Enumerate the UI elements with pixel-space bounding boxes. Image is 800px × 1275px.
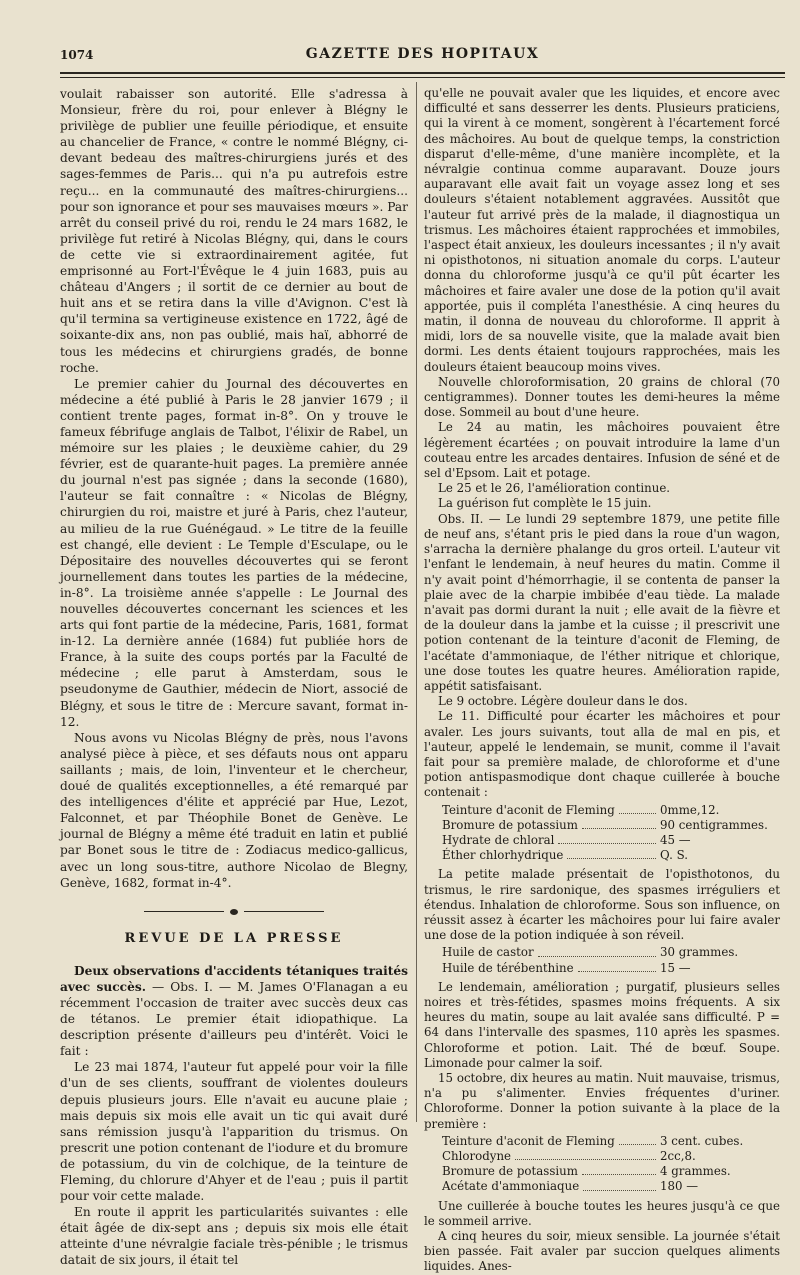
prescription-list (442, 1134, 780, 1195)
paragraph: En route il apprit les particularités suivantes : elle était âgée de dix-sept ans ; depuis six mois elle était atteinte d'une névralgie faciale très-pénible ; le trismus datait de six jours, il était tel (60, 1205, 408, 1268)
prescription-item: Chlorodyne 2cc,8. (442, 1149, 696, 1164)
column-divider (416, 82, 417, 1122)
left-column (60, 86, 408, 1268)
prescription-item: Acétate d'ammoniaque 180 — (442, 1179, 699, 1194)
prescription-item: Bromure de potassium 90 centigrammes. (442, 817, 768, 832)
paragraph: qu'elle ne pouvait avaler que les liquides, et encore avec difficulté et sans desserrer les dents. Plusieurs praticiens, qui la virent à ce moment, songèrent à l'écartement forcé des mâchoires. Au bout de quelque temps, la constriction disparut d'elle-même, d'une manière incomplète, et la névralgie continua comme auparavant. Douze jours auparavant elle avait fait un voyage assez long et ses douleurs s'étaient notablement aggravées. Aussitôt que l'auteur fut arrivé près de la malade, il diagnostiqua un trismus. Les mâchoires étaient rapprochées et immobiles, l'aspect était anxieux, les douleurs incessantes ; il n'y avait ni opisthotonos, ni situation anomale du corps. L'auteur donna du chloroforme jusqu'à ce qu'il pût écarter les mâchoires et faire avaler une dose de la potion qu'il avait apportée, puis il compléta l'anesthésie. A cinq heures du matin, il donna de nouveau du chloroforme. Il apprit à midi, lors de sa nouvelle visite, que la malade avait bien dormi. Les dents étaient toujours rapprochées, mais les douleurs étaient beaucoup moins vives. (424, 86, 780, 374)
paragraph: Obs. II. — Le lundi 29 septembre 1879, une petite fille de neuf ans, s'étant pris le pied dans la roue d'un wagon, s'arracha la dernière phalange du gros orteil. L'auteur vit l'enfant le lendemain, à neuf heures du matin. Comme il n'y avait point d'hémorrhagie, il se contenta de panser la plaie avec de la charpie imbibée d'eau tiède. La malade n'avait pas dormi durant la nuit ; elle avait de la fièvre et de la douleur dans la jambe et la cuisse ; il prescrivit une potion contenant de la teinture d'aconit de Fleming, de l'acétate d'ammoniaque, de l'éther nitrique et chlorique, une dose toutes les quatre heures. Amélioration rapide, appétit satisfaisant. (424, 511, 780, 693)
paragraph: Nouvelle chloroformisation, 20 grains de chloral (70 centigrammes). Donner toutes les demi-heures la même dose. Sommeil au bout d'une heure. (424, 374, 780, 420)
page-header (60, 46, 785, 68)
ornament-divider (144, 909, 324, 915)
prescription-list (442, 803, 780, 864)
paragraph: Une cuillerée à bouche toutes les heures jusqu'à ce que le sommeil arrive. (424, 1198, 780, 1228)
paragraph: Le 9 octobre. Légère douleur dans le dos. (438, 694, 688, 709)
header-rule-thin (60, 77, 785, 78)
paragraph: Le 23 mai 1874, l'auteur fut appelé pour voir la fille d'un de ses clients, souffrant de violentes douleurs depuis plusieurs jours. Elle n'avait eu aucune plaie ; mais depuis six mois elle avait un tic qui avait duré sans rémission jusqu'à l'apparition du trismus. On prescrit une potion contenant de l'iodure et du bromure de potassium, du vin de colchique, de la teinture de Fleming, du chlorure d'Ahyer et de l'eau ; puis il partit pour voir cette malade. (60, 1060, 408, 1204)
prescription-item: Huile de castor 30 grammes. (442, 945, 739, 960)
prescription-item: Hydrate de chloral 45 — (442, 832, 691, 847)
paragraph: voulait rabaisser son autorité. Elle s'adressa à Monsieur, frère du roi, pour enlever à Blégny le privilège de publier une feuille périodique, et ensuite au chancelier de France, « contre le nommé Blégny, ci-devant bedeau des maîtres-chirurgiens jurés et des sages-femmes de Paris... qui n'a pu autrefois estre reçu... en la communauté des maîtres-chirurgiens... pour son ignorance et pour ses mauvaises mœurs ». Par arrêt du conseil privé du roi, rendu le 24 mars 1682, le privilège fut retiré à Nicolas Blégny, qui, dans le cours de cette vie si extraordinairement agitée, fut emprisonné au Fort-l'Évêque le 4 juin 1683, puis au château d'Angers ; il sortit de ce dernier au bout de huit ans et se retira dans la ville d'Avignon. C'est là qu'il termina sa vertigineuse existence en 1722, âgé de soixante-dix ans, non pas oublié, mais haï, abhorré de tous les médecins et chirurgiens gradés, de bonne roche. (60, 87, 408, 375)
prescription-item: Teinture d'aconit de Fleming 0mme,12. (442, 802, 720, 817)
prescription-item: Huile de térébenthine 15 — (442, 960, 691, 975)
prescription-item: Bromure de potassium 4 grammes. (442, 1164, 731, 1179)
page-number: 1074 (60, 48, 94, 62)
paragraph: Le 25 et le 26, l'amélioration continue. (438, 481, 671, 496)
article-intro: — Obs. I. — M. James O'Flanagan a eu récemment l'occasion de traiter avec succès deux cas de tétanos. Le premier était idiopathique. La description présente d'ailleurs peu d'intérêt. Voici le fait : (60, 979, 408, 1059)
paragraph: A cinq heures du soir, mieux sensible. La journée s'était bien passée. Fait avaler par succion quelques aliments liquides. Anes- (424, 1229, 780, 1274)
paragraph: Le 24 au matin, les mâchoires pouvaient être légèrement écartées ; on pouvait introduire la lame d'un couteau entre les arcades dentaires. Infusion de séné et de sel d'Epsom. Lait et potage. (424, 420, 780, 481)
paragraph: 15 octobre, dix heures au matin. Nuit mauvaise, trismus, n'a pu s'alimenter. Envies fréquentes d'uriner. Chloroforme. Donner la potion suivante à la place de la première : (424, 1071, 780, 1131)
journal-title: GAZETTE DES HOPITAUX (305, 46, 540, 62)
paragraph: La guérison fut complète le 15 juin. (438, 496, 652, 511)
paragraph: Le 11. Difficulté pour écarter les mâchoires et pour avaler. Les jours suivants, tout alla de mal en pis, et l'auteur, appelé le lendemain, se munit, comme il l'avait fait pour sa première malade, de chloroforme et d'une potion antispasmodique dont chaque cuillerée à bouche contenait : (424, 709, 780, 800)
header-rule-thick (60, 72, 785, 74)
section-title: REVUE DE LA PRESSE (124, 930, 344, 946)
paragraph: Le lendemain, amélioration ; purgatif, plusieurs selles noires et très-fétides, spasmes moins fréquents. A six heures du matin, soupe au lait avalée sans difficulté. P = 64 dans l'intervalle des spasmes, 110 après les spasmes. Chloroforme et potion. Lait. Thé de bœuf. Soupe. Limonade pour calmer la soif. (424, 979, 780, 1070)
paragraph: La petite malade présentait de l'opisthotonos, du trismus, le rire sardonique, des spasmes irréguliers et étendus. Inhalation de chloroforme. Sous son influence, on réussit assez à écarter les mâchoires pour lui faire avaler une dose de la potion indiquée à son réveil. (424, 867, 780, 943)
prescription-item: Éther chlorhydrique Q. S. (442, 848, 688, 863)
right-column (424, 86, 780, 1274)
prescription-item: Teinture d'aconit de Fleming 3 cent. cubes. (442, 1133, 744, 1148)
article-title: Deux observations d'accidents tétaniques traités avec succès. (60, 963, 408, 994)
paragraph: Nous avons vu Nicolas Blégny de près, nous l'avons analysé pièce à pièce, et ses défauts nous ont apparu saillants ; mais, de loin, l'inventeur et le chercheur, doué de qualités exceptionnelles, a été remarqué par des intelligences d'élite et apprécié par Hue, Lezot, Falconnet, et par Théophile Bonet de Genève. Le journal de Blégny a même été traduit en latin et publié par Bonet sous le titre de : Zodiacus medico-gallicus, avec un long sous-titre, authore Nicolao de Blegny, Genève, 1682, format in-4°. (60, 730, 408, 890)
paragraph: Le premier cahier du Journal des découvertes en médecine a été publié à Paris le 28 janvier 1679 ; il contient trente pages, format in-8°. On y trouve le fameux fébrifuge anglais de Talbot, l'élixir de Rabel, un mémoire sur les plaies ; le deuxième cahier, du 29 février, est de quarante-huit pages. La première année du journal n'est pas signée ; dans la seconde (1680), l'auteur se fait connaître : « Nicolas de Blégny, chirurgien du roi, maistre et juré à Paris, chez l'auteur, au milieu de la rue Guénégaud. » Le titre de la feuille est changé, elle devient : Le Temple d'Esculape, ou le Dépositaire des nouvelles découvertes qui se feront journellement dans toutes les parties de la médecine, in-8°. La troisième année s'appelle : Le Journal des nouvelles découvertes concernant les sciences et les arts qui font partie de la médecine, Paris, 1681, format in-12. La dernière année (1684) fut publiée hors de France, à la suite des coups portés par la Faculté de médecine ; elle parut à Amsterdam, sous le pseudonyme de Gauthier, médecin de Niort, associé de Blégny, et sous le titre de : Mercure savant, format in-12. (60, 376, 408, 729)
prescription-list (442, 945, 780, 975)
